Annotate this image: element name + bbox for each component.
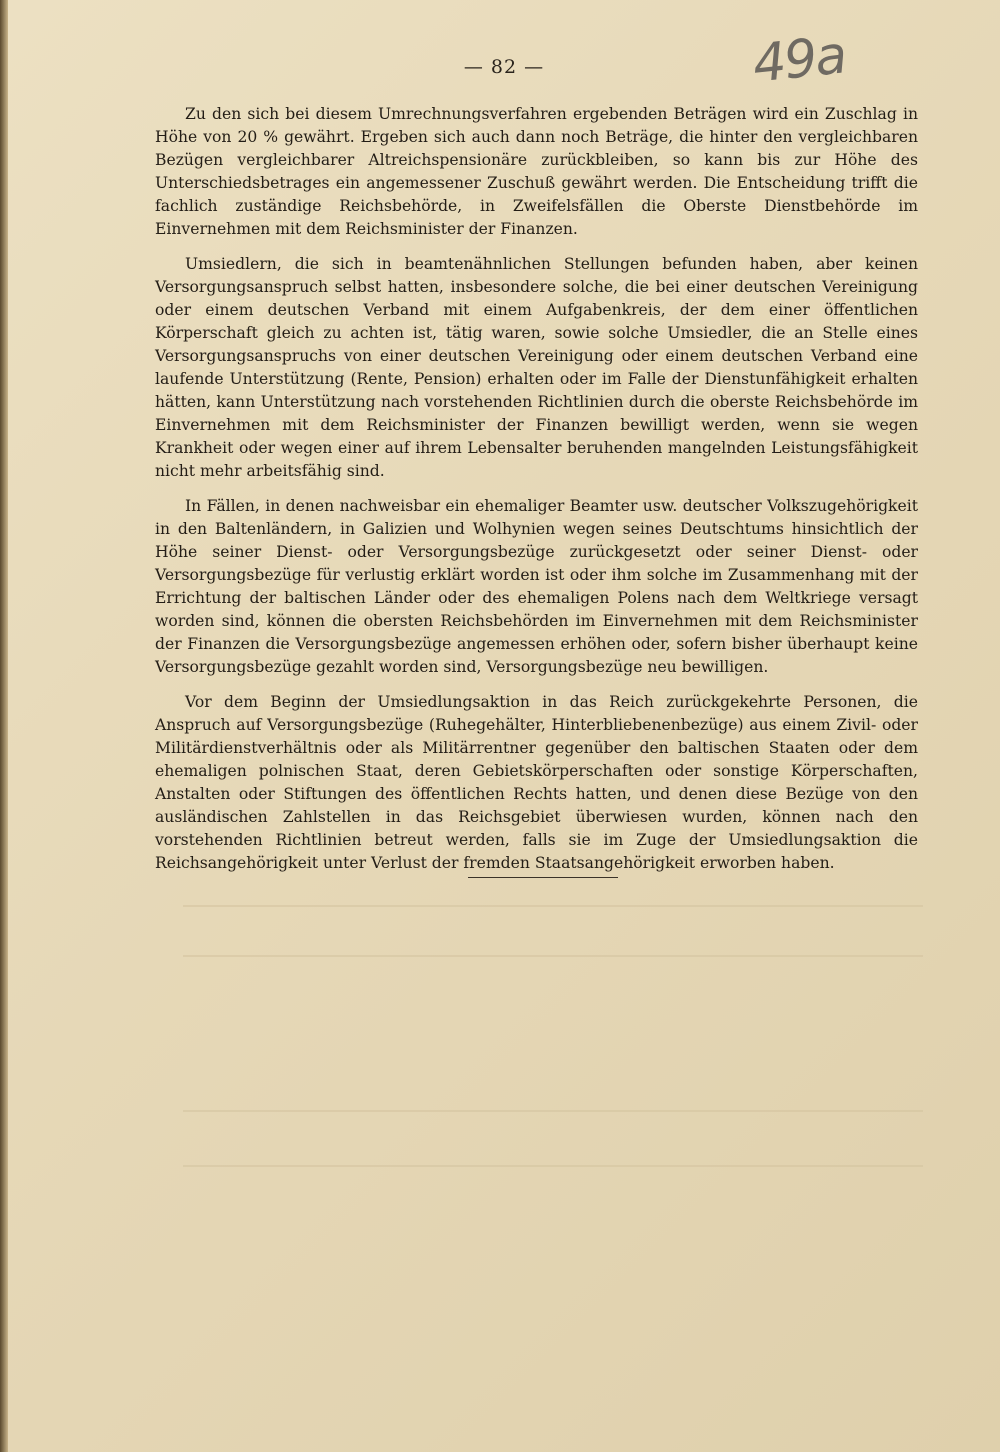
bleed-through-line xyxy=(183,1110,923,1112)
handwritten-annotation: 49a xyxy=(750,25,848,95)
document-body xyxy=(155,103,918,887)
closing-rule xyxy=(468,877,618,878)
document-page xyxy=(8,0,1000,1452)
bleed-through-line xyxy=(183,955,923,957)
paragraph-4: Vor dem Beginn der Umsiedlungsaktion in das Reich zurückgekehrte Personen, die Anspruch auf Versorgungsbezüge (Ruhegehälter, Hinterbliebenenbezüge) aus einem Zivil- oder Militärdienstverhältnis oder als Militärrentner gegenüber den baltischen Staaten oder dem ehemaligen polnischen Staat, deren Gebietskörperschaften oder sonstige Körperschaften, Anstalten oder Stiftungen des öffentlichen Rechts hatten, und denen diese Bezüge von den ausländischen Zahlstellen in das Reichsgebiet überwiesen wurden, können nach den vorstehenden Richtlinien betreut werden, falls sie im Zuge der Umsiedlungsaktion die Reichsangehörigkeit unter Verlust der fremden Staatsangehörigkeit erworben haben. xyxy=(155,693,918,872)
bleed-through-line xyxy=(183,905,923,907)
scan-edge xyxy=(0,0,8,1452)
paragraph-1: Zu den sich bei diesem Umrechnungsverfahren ergebenden Beträgen wird ein Zuschlag in Höhe von 20 % gewährt. Ergeben sich auch dann noch Beträge, die hinter den vergleichbaren Bezügen vergleichbarer Altreichspensionäre zurückbleiben, so kann bis zur Höhe des Unterschiedsbetrages ein angemessener Zuschuß gewährt werden. Die Entscheidung trifft die fachlich zuständige Reichsbehörde, in Zweifelsfällen die Oberste Dienstbehörde im Einvernehmen mit dem Reichsminister der Finanzen. xyxy=(155,105,918,238)
paragraph-2: Umsiedlern, die sich in beamtenähnlichen Stellungen befunden haben, aber keinen Versorgungsanspruch selbst hatten, insbesondere solche, die bei einer deutschen Vereinigung oder einem deutschen Verband mit einem Aufgabenkreis, der dem einer öffentlichen Körperschaft gleich zu achten ist, tätig waren, sowie solche Umsiedler, die an Stelle eines Versorgungsanspruchs von einer deutschen Vereinigung oder einem deutschen Verband eine laufende Unterstützung (Rente, Pension) erhalten oder im Falle der Dienstunfähigkeit erhalten hätten, kann Unterstützung nach vorstehenden Richtlinien durch die oberste Reichsbehörde im Einvernehmen mit dem Reichsminister der Finanzen bewilligt werden, wenn sie wegen Krankheit oder wegen einer auf ihrem Lebensalter beruhenden mangelnden Leistungsfähigkeit nicht mehr arbeitsfähig sind. xyxy=(155,255,918,480)
bleed-through-line xyxy=(183,1165,923,1167)
page-number: — 82 — xyxy=(463,56,545,78)
paragraph-3: In Fällen, in denen nachweisbar ein ehemaliger Beamter usw. deutscher Volkszugehörigkeit in den Baltenländern, in Galizien und Wolhynien wegen seines Deutschtums hinsichtlich der Höhe seiner Dienst- oder Versorgungsbezüge zurückgesetzt oder seiner Dienst- oder Versorgungsbezüge für verlustig erklärt worden ist oder ihm solche im Zusammenhang mit der Errichtung der baltischen Länder oder des ehemaligen Polens nach dem Weltkriege versagt worden sind, können die obersten Reichsbehörden im Einvernehmen mit dem Reichsminister der Finanzen die Versorgungsbezüge angemessen erhöhen oder, sofern bisher überhaupt keine Versorgungsbezüge gezahlt worden sind, Versorgungsbezüge neu bewilligen. xyxy=(155,497,918,676)
